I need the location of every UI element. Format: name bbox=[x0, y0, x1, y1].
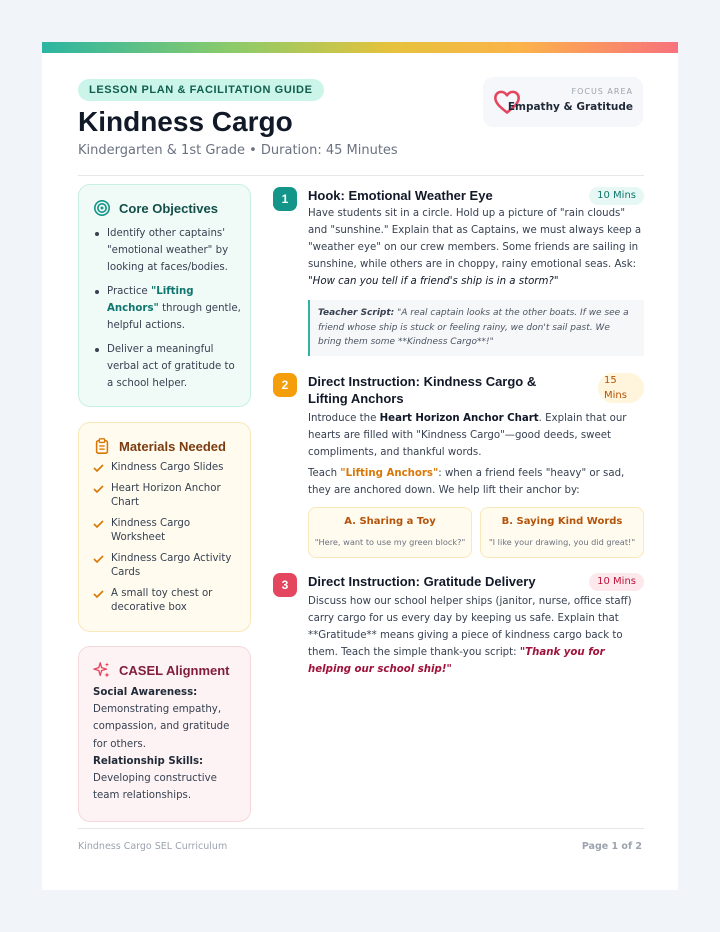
step-title: Direct Instruction: Kindness Cargo & Lifting Anchors bbox=[308, 374, 537, 406]
step-text: Teach "Lifting Anchors": when a friend feels "heavy" or sad, they are anchored down. We help lift their anchor by: bbox=[308, 468, 625, 496]
duration-badge: 15 Mins bbox=[598, 373, 644, 403]
focus-area-label: FOCUS AREA bbox=[571, 87, 633, 96]
objectives-list bbox=[93, 225, 243, 399]
duration-badge: 10 Mins bbox=[589, 573, 644, 591]
header-divider bbox=[78, 175, 644, 176]
sparkle-icon bbox=[93, 661, 111, 679]
material-item: Heart Horizon Anchor Chart bbox=[93, 482, 243, 510]
casel-title: CASEL Alignment bbox=[119, 662, 230, 678]
material-item: A small toy chest or decorative box bbox=[93, 587, 243, 615]
materials-title: Materials Needed bbox=[119, 438, 226, 454]
materials-list bbox=[93, 461, 243, 622]
option-title: A. Sharing a Toy bbox=[344, 516, 436, 527]
gradient-bar bbox=[42, 42, 678, 53]
option-title: B. Saying Kind Words bbox=[501, 516, 623, 527]
page-number: Page 1 of 2 bbox=[581, 841, 642, 852]
check-icon bbox=[93, 520, 104, 528]
casel-card bbox=[78, 646, 251, 822]
material-item: Kindness Cargo Slides bbox=[93, 461, 243, 475]
check-icon bbox=[93, 464, 104, 472]
focus-area-card bbox=[483, 77, 643, 127]
footer-divider bbox=[78, 828, 644, 829]
anchor-options bbox=[308, 507, 644, 558]
objective-item: Practice "Lifting Anchors" through gentle, helpful actions. bbox=[93, 283, 243, 334]
step-title: Hook: Emotional Weather Eye bbox=[308, 188, 493, 203]
check-icon bbox=[93, 555, 104, 563]
materials-card bbox=[78, 422, 251, 632]
footer-curriculum: Kindness Cargo SEL Curriculum bbox=[78, 841, 228, 852]
option-box-a bbox=[308, 507, 472, 558]
check-icon bbox=[93, 590, 104, 598]
option-example: "I like your drawing, you did great!" bbox=[488, 537, 636, 547]
step-number: 3 bbox=[273, 573, 297, 597]
option-example: "Here, want to use my green block?" bbox=[314, 537, 466, 547]
step-text: Discuss how our school helper ships (janitor, nurse, office staff) carry cargo for us every day by keeping us safe. Explain that **Gratitude** means giving a piece of kindness cargo back to them. Teach the simple thank-you script: "Thank you for helping our school ship!" bbox=[308, 596, 632, 675]
objective-item: Deliver a meaningful verbal act of gratitude to a school helper. bbox=[93, 341, 243, 392]
step-text: Have students sit in a circle. Hold up a picture of "rain clouds" and "sunshine." Explain that as Captains, we must always keep a "weather eye" on our crew members. Some friends are sailing in sunshine, while others are in choppy, rainy emotional seas. Ask: "How can you tell if a friend's ship is in a storm?" bbox=[308, 208, 642, 287]
target-icon bbox=[93, 199, 111, 217]
step-number: 2 bbox=[273, 373, 297, 397]
casel-body: Social Awareness: Demonstrating empathy, compassion, and gratitude for others. Relationship Skills: Developing constructive team relationships. bbox=[93, 687, 230, 802]
objectives-title: Core Objectives bbox=[119, 200, 218, 216]
step-title: Direct Instruction: Gratitude Delivery bbox=[308, 574, 536, 589]
page-subtitle: Kindergarten & 1st Grade • Duration: 45 Minutes bbox=[78, 143, 398, 158]
objective-item: Identify other captains' "emotional weather" by looking at faces/bodies. bbox=[93, 225, 243, 276]
page-title: Kindness Cargo bbox=[78, 106, 293, 137]
check-icon bbox=[93, 485, 104, 493]
step-text: Introduce the Heart Horizon Anchor Chart. Explain that our hearts are filled with "Kindness Cargo"—good deeds, sweet compliments, and thankful words. bbox=[308, 413, 627, 458]
objectives-card bbox=[78, 184, 251, 407]
focus-area-value: Empathy & Gratitude bbox=[507, 101, 633, 113]
document-type-badge: LESSON PLAN & FACILITATION GUIDE bbox=[78, 79, 324, 101]
step-number: 1 bbox=[273, 187, 297, 211]
option-box-b bbox=[480, 507, 644, 558]
teacher-script: Teacher Script: "A real captain looks at the other boats. If we see a friend whose ship is stuck or feeling rainy, we don't sail past. We bring them some **Kindness Cargo**!" bbox=[308, 300, 644, 356]
lesson-page bbox=[42, 42, 678, 890]
clipboard-icon bbox=[93, 437, 111, 455]
duration-badge: 10 Mins bbox=[589, 187, 644, 205]
material-item: Kindness Cargo Activity Cards bbox=[93, 552, 243, 580]
material-item: Kindness Cargo Worksheet bbox=[93, 517, 243, 545]
